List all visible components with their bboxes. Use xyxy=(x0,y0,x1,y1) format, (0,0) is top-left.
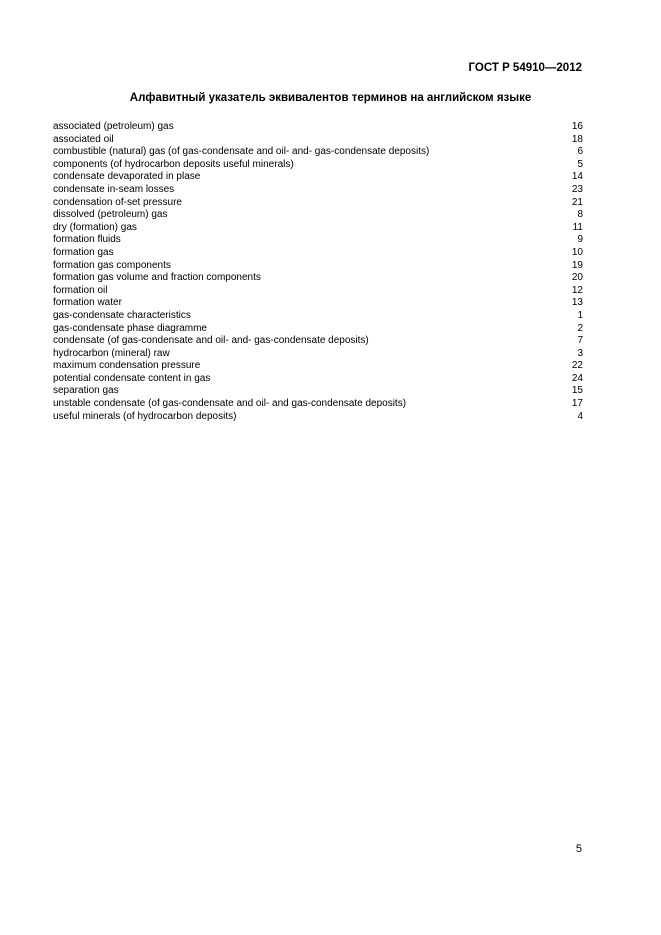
term-text: formation fluids xyxy=(53,234,121,246)
term-text: formation gas volume and fraction components xyxy=(53,272,261,284)
term-number: 15 xyxy=(571,385,583,397)
term-text: associated (petroleum) gas xyxy=(53,121,174,132)
term-number: 9 xyxy=(577,234,583,246)
term-row xyxy=(53,323,583,336)
term-text: hydrocarbon (mineral) raw xyxy=(53,347,170,359)
term-number: 5 xyxy=(577,158,583,170)
term-row xyxy=(53,134,583,147)
term-number: 2 xyxy=(577,322,583,334)
term-row xyxy=(53,171,583,184)
term-number: 11 xyxy=(572,221,583,233)
term-text: gas-condensate characteristics xyxy=(53,309,191,321)
term-number: 4 xyxy=(577,410,583,422)
term-number: 24 xyxy=(571,372,583,384)
page-number: 5 xyxy=(575,843,582,855)
term-text: combustible (natural) gas (of gas-condensate and oil- and- gas-condensate deposits) xyxy=(53,146,430,158)
term-text: formation oil xyxy=(53,284,108,296)
term-text: formation water xyxy=(53,297,122,309)
term-number: 14 xyxy=(571,171,583,183)
term-row xyxy=(53,297,583,310)
term-number: 10 xyxy=(571,246,583,258)
term-text: formation gas xyxy=(53,246,114,258)
term-row xyxy=(53,285,583,298)
term-number: 3 xyxy=(577,347,583,359)
term-number: 18 xyxy=(571,133,583,145)
term-number: 6 xyxy=(577,146,583,158)
term-row xyxy=(53,121,583,134)
term-text: components (of hydrocarbon deposits useful minerals) xyxy=(53,158,294,170)
term-text: formation gas components xyxy=(53,259,171,271)
term-number: 12 xyxy=(571,284,583,296)
term-row xyxy=(53,197,583,210)
term-number: 1 xyxy=(577,309,583,321)
document-code: ГОСТ Р 54910—2012 xyxy=(468,62,582,74)
term-row xyxy=(53,335,583,348)
term-number: 23 xyxy=(571,183,583,195)
term-row xyxy=(53,360,583,373)
term-row xyxy=(53,373,583,386)
term-text: gas-condensate phase diagramme xyxy=(53,322,207,334)
term-number: 8 xyxy=(577,209,583,221)
term-row xyxy=(53,234,583,247)
term-text: potential condensate content in gas xyxy=(53,372,211,384)
term-row xyxy=(53,260,583,273)
term-row xyxy=(53,310,583,323)
term-row xyxy=(53,222,583,235)
term-row xyxy=(53,159,583,172)
term-row xyxy=(53,209,583,222)
term-number: 7 xyxy=(577,335,583,347)
term-text: useful minerals (of hydrocarbon deposits) xyxy=(53,410,237,422)
term-number: 20 xyxy=(571,272,583,284)
term-number: 13 xyxy=(571,297,583,309)
term-text: condensate devaporated in plase xyxy=(53,171,201,183)
term-text: dissolved (petroleum) gas xyxy=(53,209,168,221)
term-number: 22 xyxy=(571,360,583,372)
term-row xyxy=(53,247,583,260)
term-row xyxy=(53,398,583,411)
term-row xyxy=(53,385,583,398)
term-number: 17 xyxy=(571,398,583,410)
term-number: 19 xyxy=(571,259,583,271)
term-text: maximum condensation pressure xyxy=(53,360,201,372)
term-text: separation gas xyxy=(53,385,119,397)
term-number: 16 xyxy=(571,121,583,132)
term-row xyxy=(53,146,583,159)
term-row xyxy=(53,184,583,197)
term-text: condensate in-seam losses xyxy=(53,183,175,195)
term-text: dry (formation) gas xyxy=(53,221,137,233)
term-text: condensation of-set pressure xyxy=(53,196,182,208)
term-text: condensate (of gas-condensate and oil- and- gas-condensate deposits) xyxy=(53,335,369,347)
term-row xyxy=(53,272,583,285)
term-number: 21 xyxy=(571,196,583,208)
term-text: associated oil xyxy=(53,133,114,145)
term-row xyxy=(53,411,583,424)
term-index-list xyxy=(53,121,583,423)
term-text: unstable condensate (of gas-condensate and oil- and gas-condensate deposits) xyxy=(53,398,407,410)
term-row xyxy=(53,348,583,361)
index-title: Алфавитный указатель эквивалентов терминов на английском языке xyxy=(129,92,532,104)
